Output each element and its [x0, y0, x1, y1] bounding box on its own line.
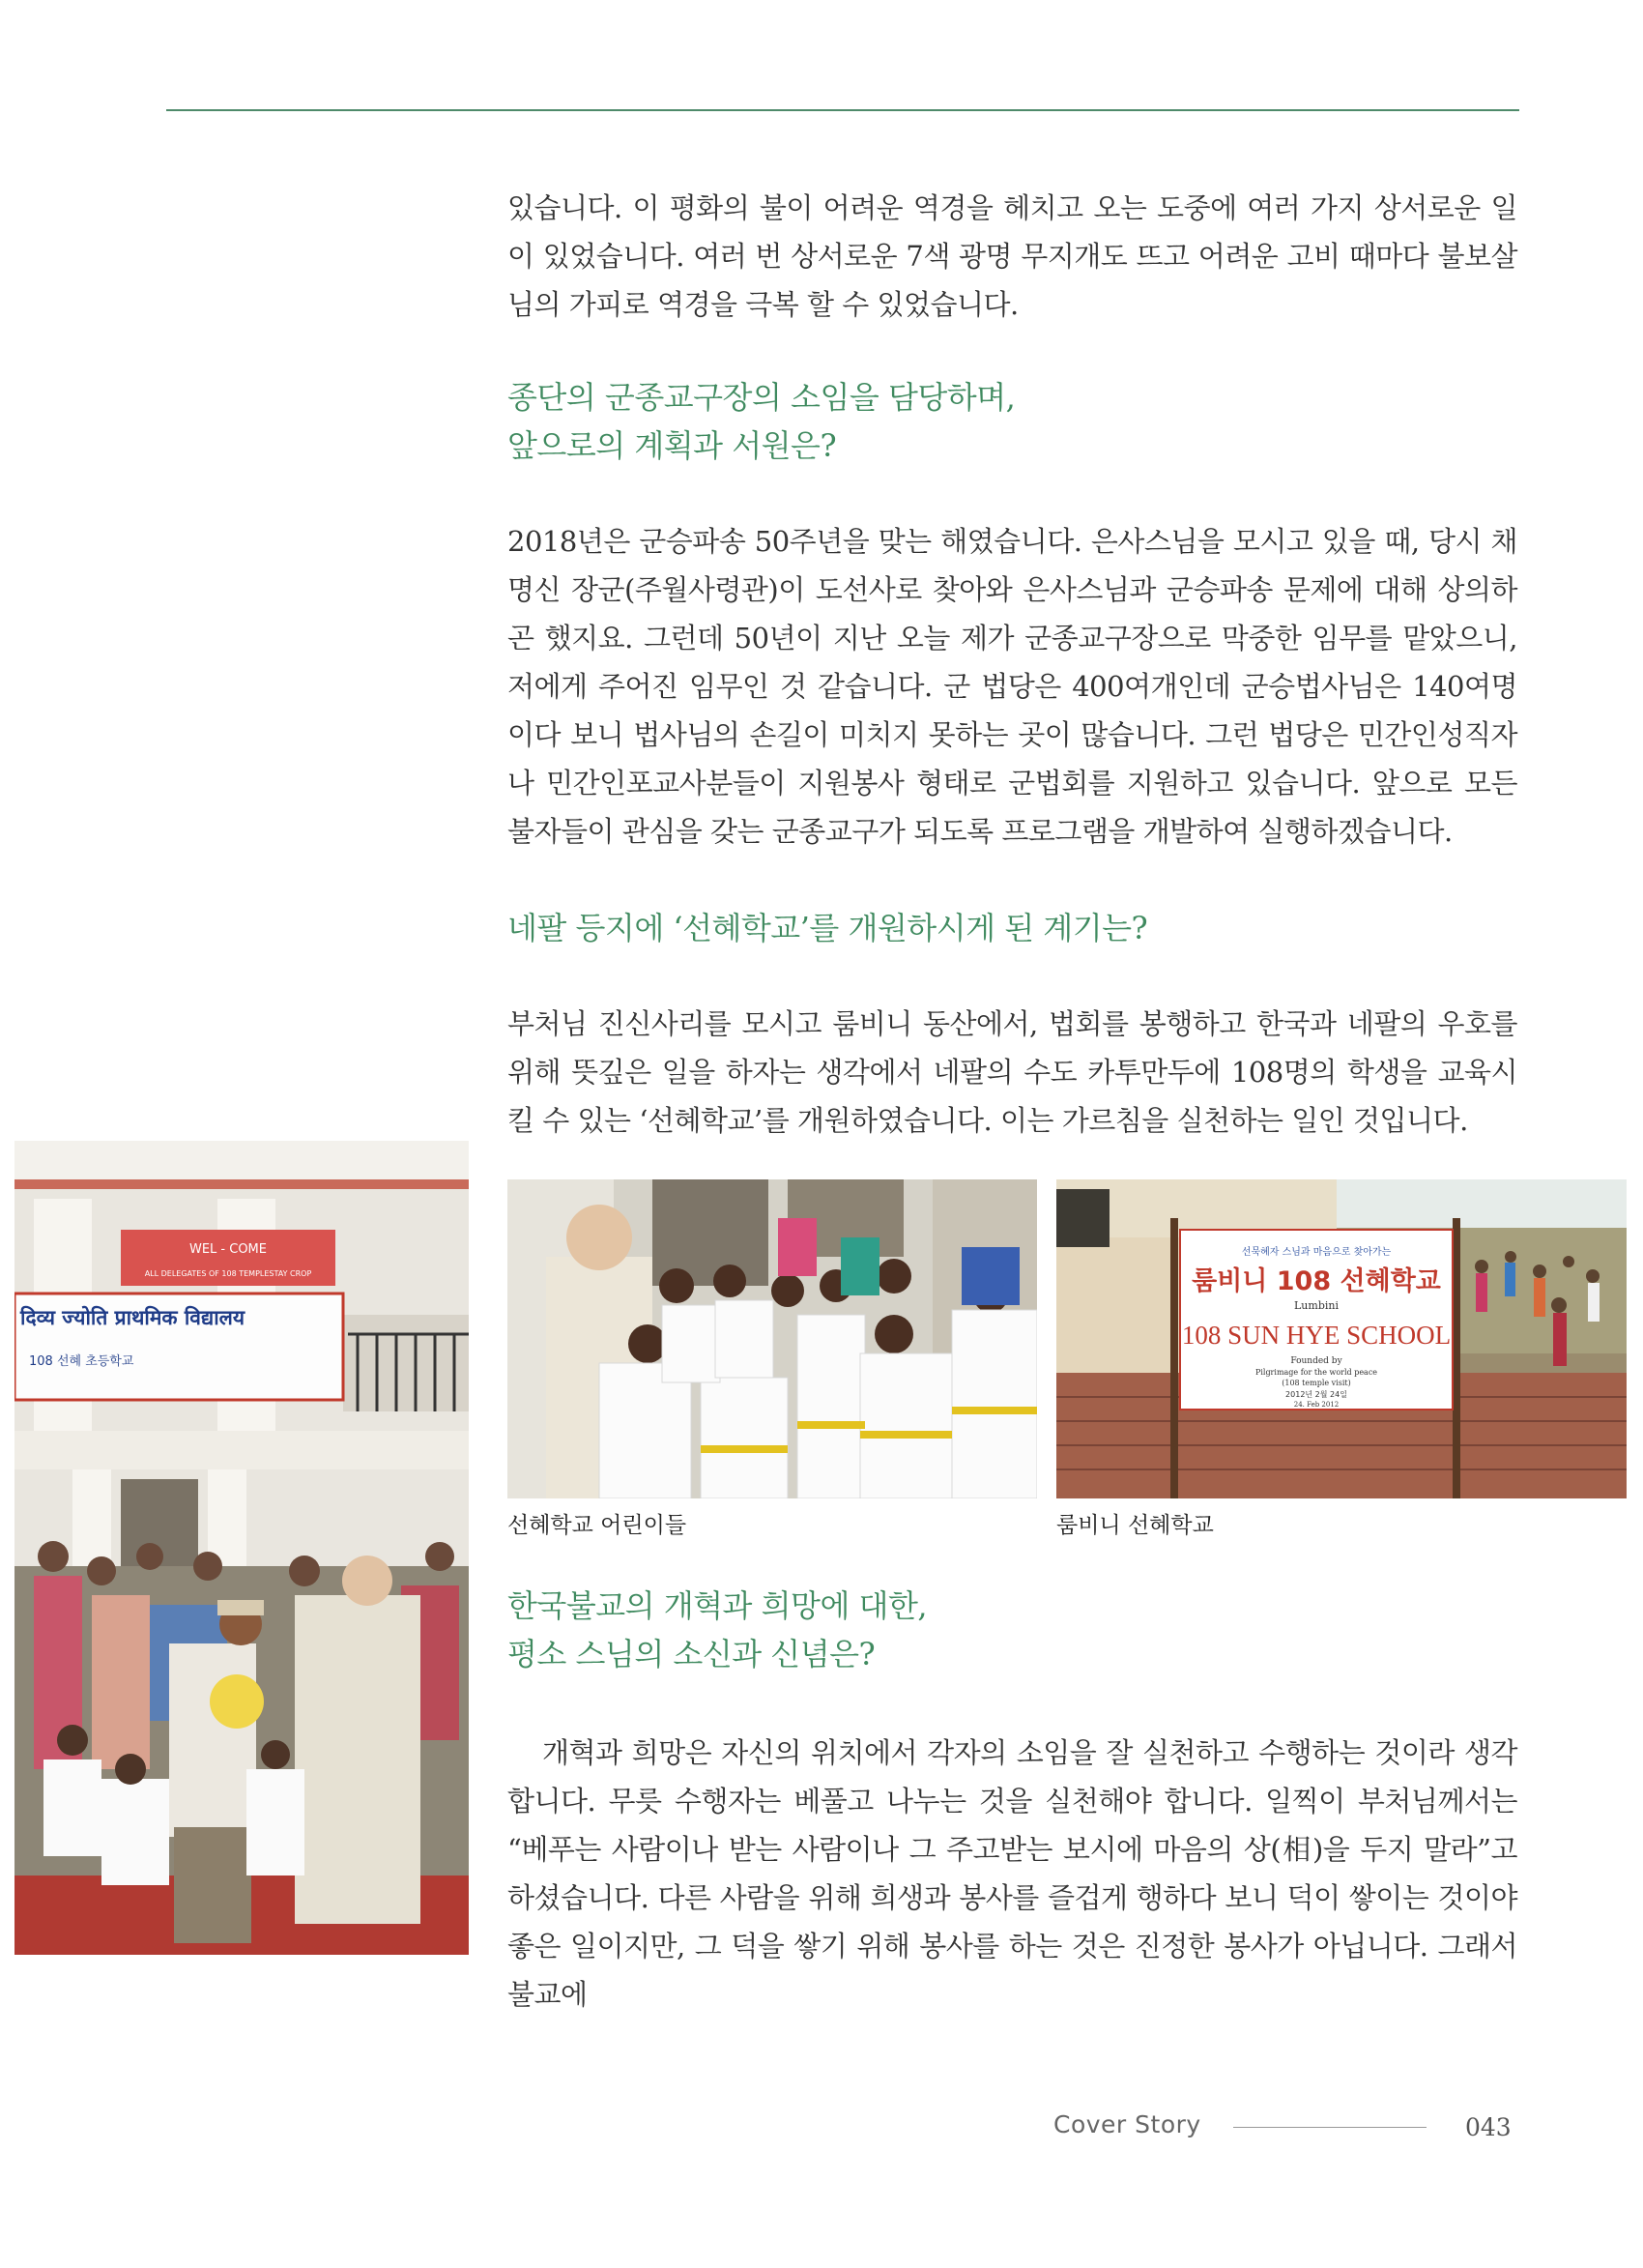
article-body-4: [507, 1729, 1517, 2019]
sign-visit: (108 temple visit): [1282, 1379, 1351, 1387]
sign-place: Lumbini: [1294, 1299, 1339, 1312]
article-body-2: [507, 517, 1517, 856]
question-line: 한국불교의 개혁과 희망에 대한,: [507, 1587, 928, 1624]
question-line: 종단의 군종교구장의 소임을 담당하며,: [507, 379, 1016, 416]
question-heading-2: [507, 904, 1517, 952]
banner-welcome: WEL - COME: [188, 1242, 268, 1257]
sign-pilgrimage: Pilgrimage for the world peace: [1254, 1368, 1378, 1377]
paragraph: 있습니다. 이 평화의 불이 어려운 역경을 헤치고 오는 도중에 여러 가지 상서로운 일이 있었습니다. 여러 번 상서로운 7색 광명 무지개도 뜨고 어려운 고비 때마다 불보살님의 가피로 역경을 극복 할 수 있었습니다.: [507, 191, 1517, 321]
school-sign-photo: [1056, 1179, 1627, 1498]
korean-sign: 108 선혜 초등학교: [29, 1354, 134, 1369]
sign-date-korean: 2012년 2월 24일: [1285, 1390, 1347, 1399]
sign-date-english: 24. Feb 2012: [1293, 1401, 1340, 1409]
paragraph: 부처님 진신사리를 모시고 룸비니 동산에서, 법회를 봉행하고 한국과 네팔의 우호를 위해 뜻깊은 일을 하자는 생각에서 네팔의 수도 카투만두에 108명의 학생을 교육시킬 수 있는 ‘선혜학교’를 개원하였습니다. 이는 가르침을 실천하는 일인 것입니다.: [507, 1007, 1517, 1137]
ceremony-photo: [14, 1141, 469, 1955]
article-body-1: [507, 184, 1517, 329]
children-caption: 선혜학교 어린이들: [507, 1513, 687, 1538]
sign-title-korean: 룸비니 108 선혜학교: [1192, 1266, 1441, 1296]
question-heading-1: [507, 373, 1517, 470]
question-line: 평소 스님의 소신과 신념은?: [507, 1636, 876, 1672]
footer-rule: [1233, 2127, 1427, 2128]
children-photo-illustration: [507, 1179, 1037, 1498]
header-rule: [166, 109, 1519, 111]
paragraph: 개혁과 희망은 자신의 위치에서 각자의 소임을 잘 실천하고 수행하는 것이라 생각합니다. 무릇 수행자는 베풀고 나누는 것을 실천해야 합니다. 일찍이 부처님께서는 “베푸는 사람이나 받는 사람이나 그 주고받는 보시에 마음의 상(相)을 두지 말라”고 하셨습니다. 다른 사람을 위해 희생과 봉사를 즐겁게 행하다 보니 덕이 쌓이는 것이야 좋은 일이지만, 그 덕을 쌓기 위해 봉사를 하는 것은 진정한 봉사가 아닙니다. 그래서 불교에: [507, 1736, 1517, 2011]
question-heading-3: [507, 1582, 1517, 1678]
question-line: 네팔 등지에 ‘선혜학교’를 개원하시게 된 계기는?: [507, 910, 1148, 946]
sign-title-english: 108 SUN HYE SCHOOL: [1181, 1321, 1452, 1350]
sign-founded: Founded by: [1290, 1356, 1342, 1366]
school-sign-photo-illustration: [1056, 1179, 1627, 1498]
school-caption: 룸비니 선혜학교: [1056, 1513, 1214, 1538]
article-body-3: [507, 1000, 1517, 1145]
sign-top-line: 선묵혜자 스님과 마음으로 찾아가는: [1241, 1247, 1392, 1258]
banner-sub: ALL DELEGATES OF 108 TEMPLESTAY CROP: [144, 1269, 312, 1278]
ceremony-photo-illustration: [14, 1141, 469, 1955]
paragraph: 2018년은 군승파송 50주년을 맞는 해였습니다. 은사스님을 모시고 있을 때, 당시 채명신 장군(주월사령관)이 도선사로 찾아와 은사스님과 군승파송 문제에 대해 상의하곤 했지요. 그런데 50년이 지난 오늘 제가 군종교구장으로 막중한 임무를 맡았으니, 저에게 주어진 임무인 것 같습니다. 군 법당은 400여개인데 군승법사님은 140여명이다 보니 법사님의 손길이 미치지 못하는 곳이 많습니다. 그런 법당은 민간인성직자나 민간인포교사분들이 지원봉사 형태로 군법회를 지원하고 있습니다. 앞으로 모든 불자들이 관심을 갖는 군종교구가 되도록 프로그램을 개발하여 실행하겠습니다.: [507, 525, 1517, 848]
hindi-sign: दिव्य ज्योति प्राथमिक विद्यालय: [20, 1306, 245, 1329]
children-photo: [507, 1179, 1037, 1498]
section-label: Cover Story: [1053, 2110, 1201, 2138]
page-number: 043: [1465, 2113, 1512, 2141]
question-line: 앞으로의 계획과 서원은?: [507, 427, 837, 464]
